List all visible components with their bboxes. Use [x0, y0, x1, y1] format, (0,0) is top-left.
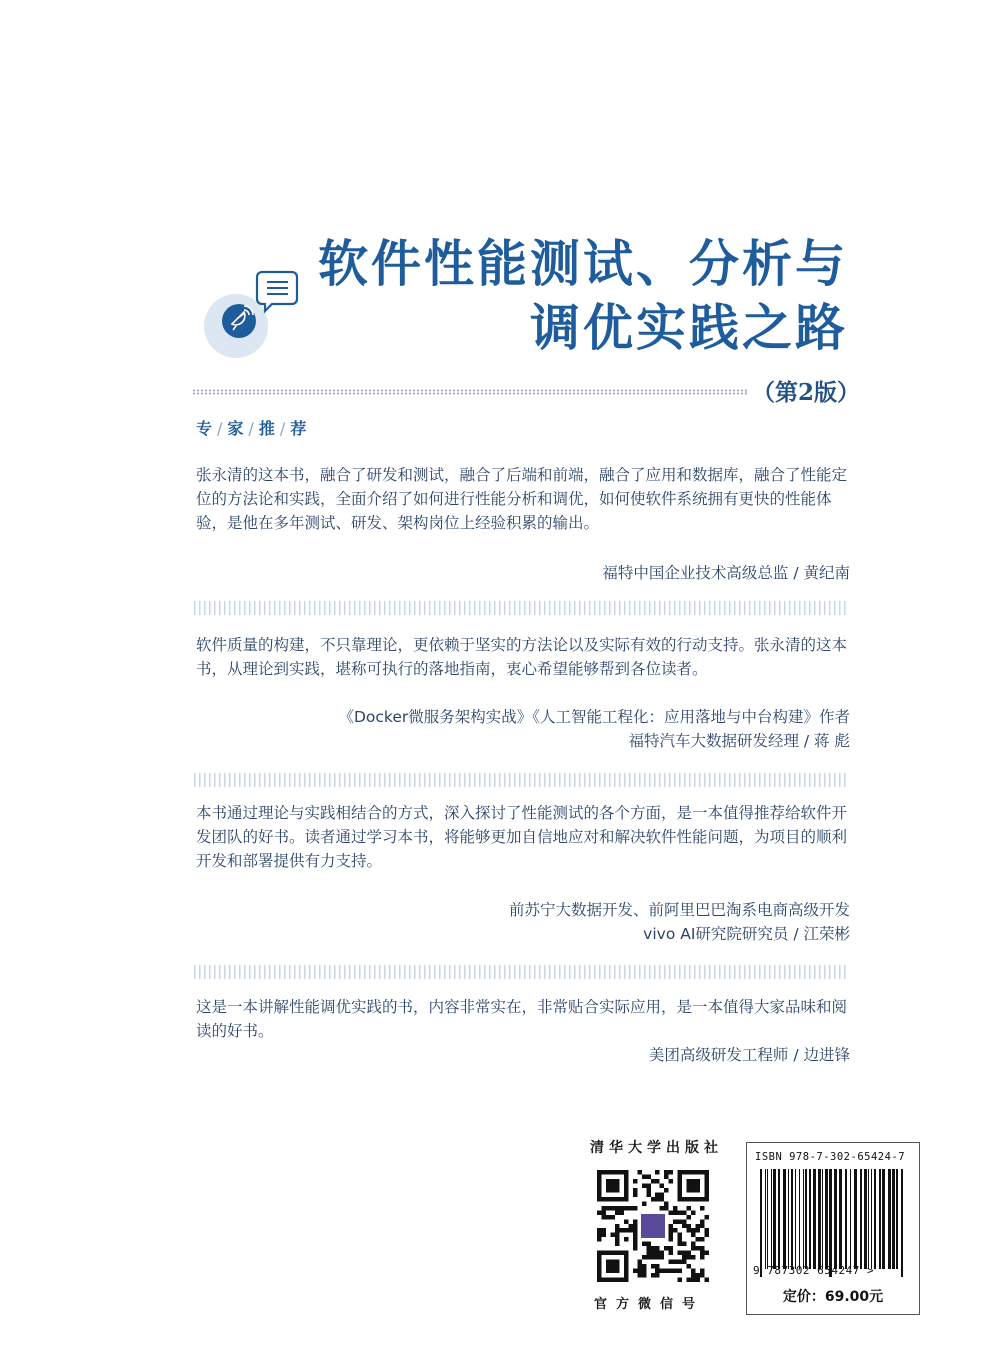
section-separator	[194, 965, 849, 979]
recommendation-text: 软件质量的构建，不只靠理论，更依赖于坚实的方法论以及实际有效的行动支持。张永清的这本书，从理论到实践，堪称可执行的落地指南，衷心希望能够帮到各位读者。	[196, 636, 848, 678]
attribution-line: 美团高级研发工程师 / 边进锋	[648, 1046, 850, 1064]
heading-char: 荐	[290, 419, 308, 438]
title-line-2: 调优实践之路	[530, 298, 848, 357]
price-label: 定价：69.00元	[782, 1289, 884, 1305]
heading-separator: /	[279, 419, 287, 438]
heading-char: 家	[227, 419, 245, 438]
isbn-barcode-panel	[746, 1142, 920, 1315]
edition-label: （第2版）	[752, 379, 861, 406]
section-separator	[194, 601, 849, 615]
attribution-line: 福特汽车大数据研发经理 / 蒋 彪	[628, 732, 850, 750]
attribution-line: vivo AI研究院研究员 / 江荣彬	[643, 925, 850, 943]
recommendation-text: 张永清的这本书，融合了研发和测试，融合了后端和前端，融合了应用和数据库，融合了性能定位的方法论和实践，全面介绍了如何进行性能分析和调优，如何使软件系统拥有更快的性能体验，是他在多年测试、研发、架构岗位上经验积累的输出。	[196, 466, 848, 532]
heading-separator: /	[248, 419, 255, 438]
heading-char: 专	[196, 419, 214, 438]
section-separator	[194, 773, 849, 787]
barcode-digits: 9 787302 654247 >	[753, 1264, 875, 1277]
recommendation-text: 本书通过理论与实践相结合的方式，深入探讨了性能测试的各个方面，是一本值得推荐给软件开发团队的好书。读者通过学习本书，将能够更加自信地应对和解决软件性能问题，为项目的顺利开发和部署提供有力支持。	[196, 804, 848, 870]
chat-bubble-icon	[200, 268, 300, 358]
attribution-line: 《Docker微服务架构实战》《人工智能工程化：应用落地与中台构建》作者	[338, 708, 850, 726]
section-heading-expert-recommendation	[196, 416, 307, 439]
isbn-number: ISBN 978-7-302-65424-7	[755, 1151, 906, 1163]
recommendation-attribution	[602, 561, 850, 585]
book-title	[318, 232, 848, 360]
recommendation-attribution	[338, 705, 850, 753]
title-divider	[192, 389, 747, 395]
publisher-name: 清华大学出版社	[590, 1140, 723, 1156]
title-line-1: 软件性能测试、分析与	[318, 234, 848, 293]
attribution-line: 福特中国企业技术高级总监 / 黄纪南	[602, 564, 850, 582]
heading-separator: /	[217, 419, 224, 438]
heading-char: 推	[258, 419, 276, 438]
attribution-line: 前苏宁大数据开发、前阿里巴巴淘系电商高级开发	[508, 901, 850, 919]
qr-code-icon[interactable]	[597, 1170, 709, 1282]
recommendation-attribution	[509, 898, 850, 946]
recommendation-attribution	[649, 1043, 850, 1067]
barcode-icon	[757, 1169, 907, 1277]
recommendation-text: 这是一本讲解性能调优实践的书，内容非常实在，非常贴合实际应用，是一本值得大家品味和阅读的好书。	[196, 998, 848, 1040]
qr-caption: 官方微信号	[594, 1297, 705, 1312]
